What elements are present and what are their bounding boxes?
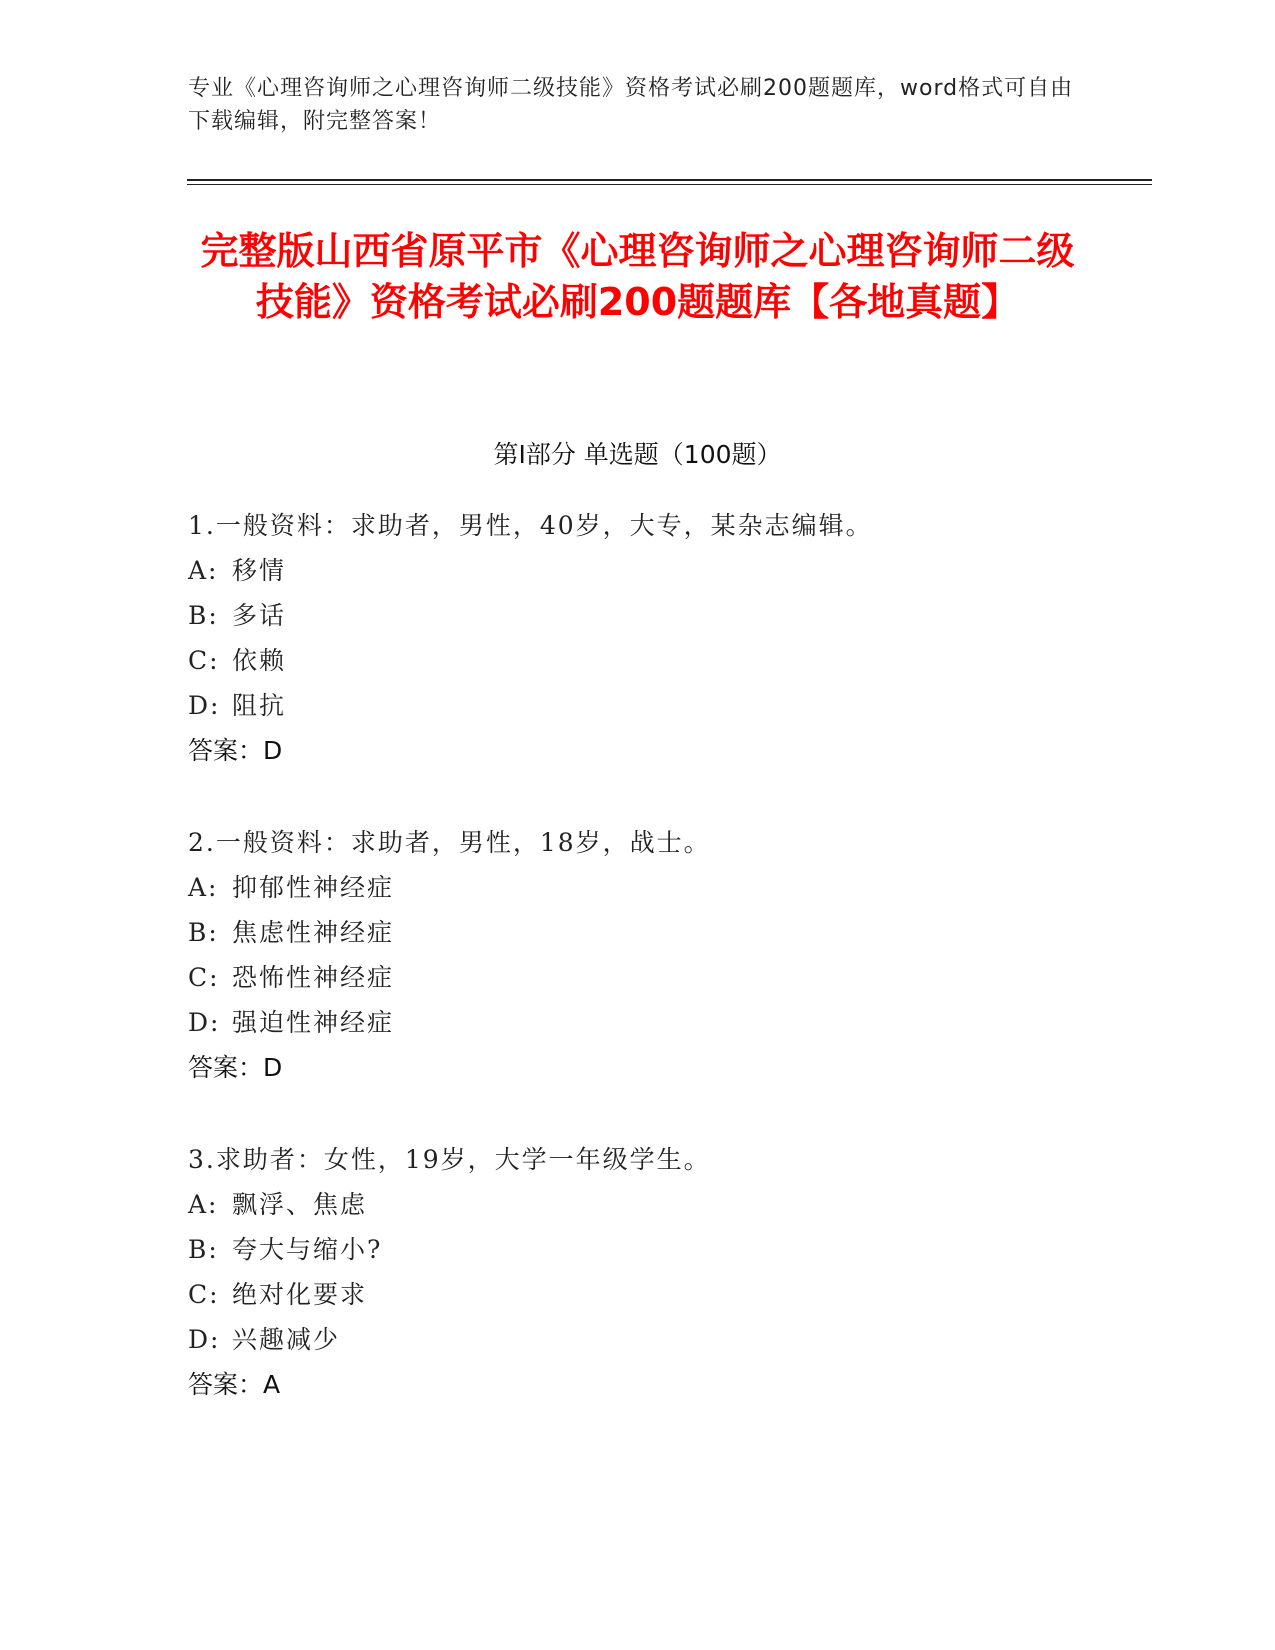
answer: 答案：D <box>188 736 283 765</box>
option-text: 强迫性神经症 <box>232 1008 395 1037</box>
option-letter: C: <box>188 963 220 992</box>
option-letter: A: <box>188 873 219 902</box>
option-letter: B: <box>188 601 219 630</box>
section-title: 第Ⅰ部分 单选题（100题） <box>493 440 782 469</box>
header-rule-thin <box>187 184 1152 185</box>
option-text: 依赖 <box>232 646 287 675</box>
option-text: 阻抗 <box>232 691 287 720</box>
option-text: 夸大与缩小? <box>232 1235 383 1264</box>
question-3 <box>188 1137 1148 1407</box>
option-text: 绝对化要求 <box>232 1280 368 1309</box>
option-b <box>188 910 1148 955</box>
option-a <box>188 865 1148 910</box>
question-2 <box>188 820 1148 1090</box>
option-d <box>188 683 1148 728</box>
option-a <box>188 1182 1148 1227</box>
question-stem: 3.求助者：女性，19岁，大学一年级学生。 <box>188 1145 711 1174</box>
option-text: 移情 <box>232 556 287 585</box>
answer: 答案：D <box>188 1053 283 1082</box>
option-text: 兴趣减少 <box>232 1325 341 1354</box>
option-d <box>188 1000 1148 1045</box>
option-text: 恐怖性神经症 <box>232 963 395 992</box>
option-letter: D: <box>188 1008 221 1037</box>
header-note: 专业《心理咨询师之心理咨询师二级技能》资格考试必刷200题题库，word格式可自由下载编辑，附完整答案！ <box>188 76 1074 134</box>
option-a <box>188 548 1148 593</box>
option-letter: A: <box>188 1190 219 1219</box>
option-b <box>188 593 1148 638</box>
option-letter: A: <box>188 556 219 585</box>
option-c <box>188 638 1148 683</box>
option-text: 飘浮、焦虑 <box>232 1190 368 1219</box>
header-rule-thick <box>187 179 1152 181</box>
option-b <box>188 1227 1148 1272</box>
option-letter: B: <box>188 1235 219 1264</box>
document-title: 完整版山西省原平市《心理咨询师之心理咨询师二级技能》资格考试必刷200题题库【各地真题】 <box>200 229 1075 324</box>
option-letter: C: <box>188 1280 220 1309</box>
option-text: 抑郁性神经症 <box>232 873 395 902</box>
option-letter: D: <box>188 1325 221 1354</box>
question-stem: 2.一般资料：求助者，男性，18岁，战士。 <box>188 828 711 857</box>
option-c <box>188 955 1148 1000</box>
question-1 <box>188 503 1148 773</box>
option-letter: D: <box>188 691 221 720</box>
option-letter: C: <box>188 646 220 675</box>
answer: 答案：A <box>188 1370 281 1399</box>
option-letter: B: <box>188 918 219 947</box>
option-text: 焦虑性神经症 <box>232 918 395 947</box>
option-d <box>188 1317 1148 1362</box>
option-text: 多话 <box>232 601 287 630</box>
question-stem: 1.一般资料：求助者，男性，40岁，大专，某杂志编辑。 <box>188 511 873 540</box>
option-c <box>188 1272 1148 1317</box>
